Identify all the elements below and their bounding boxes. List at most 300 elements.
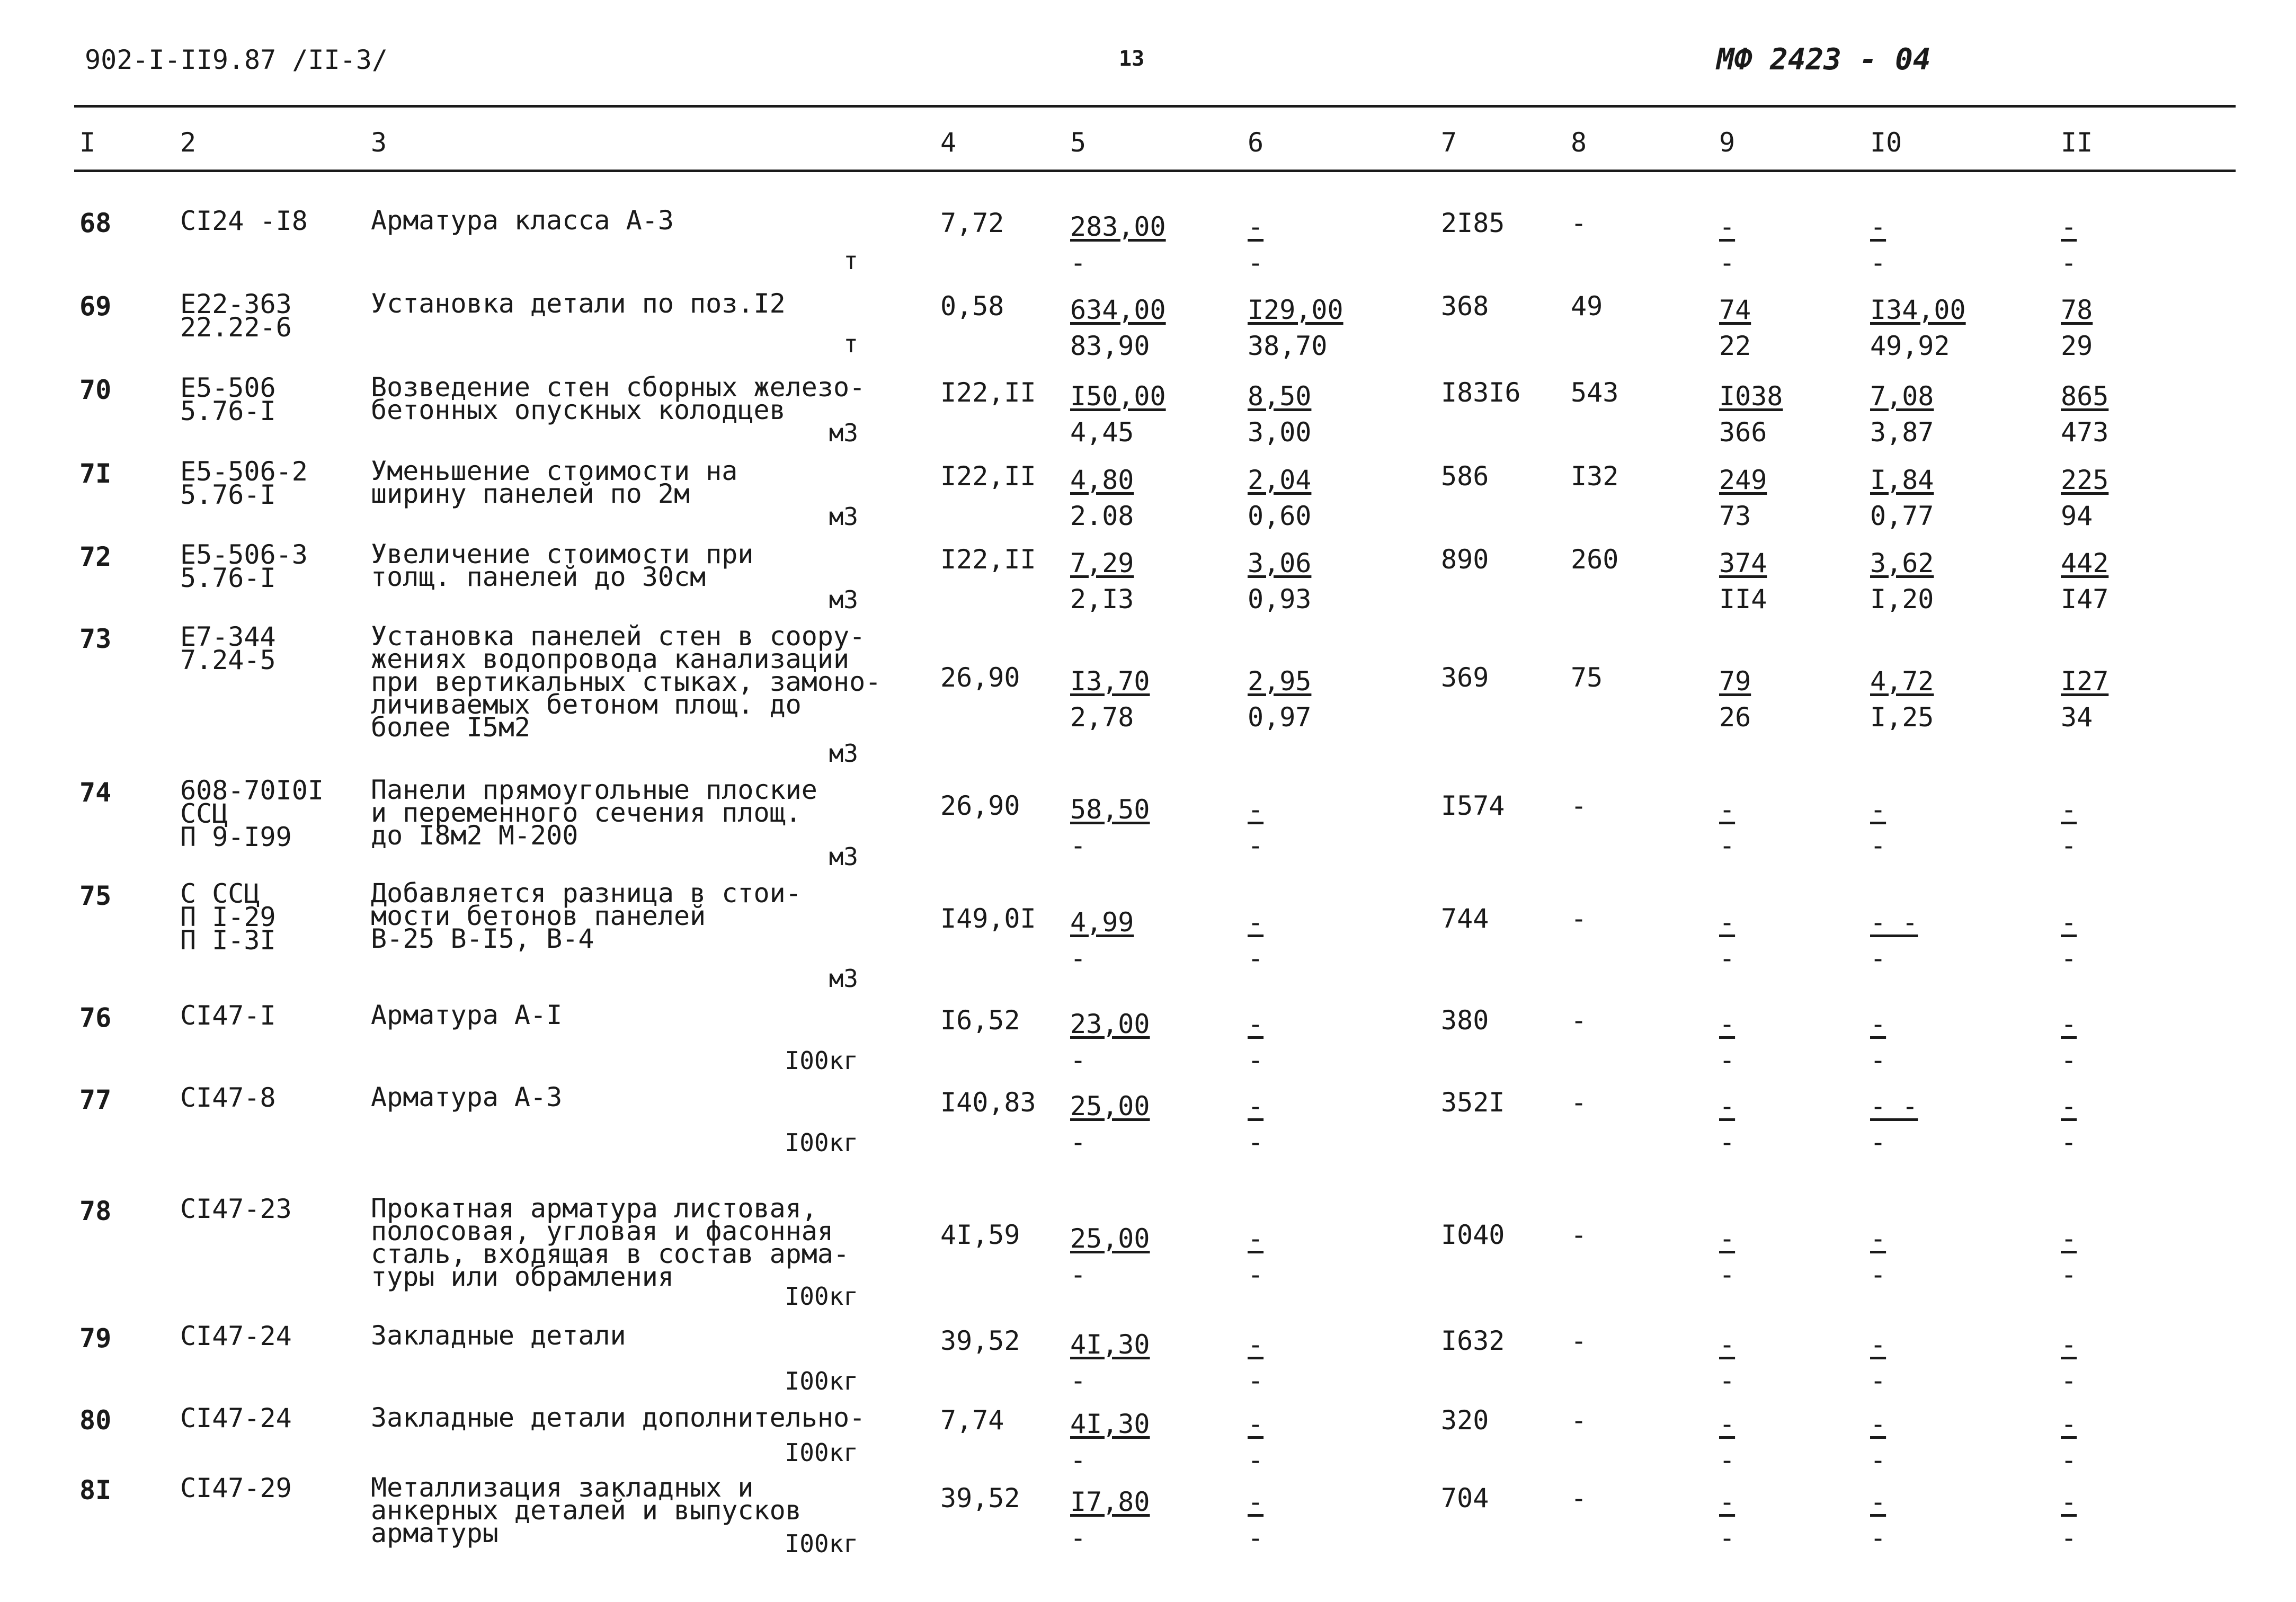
labor-total-bottom: -	[2061, 1044, 2077, 1075]
price-code: CI47-I	[180, 1000, 276, 1031]
machine-total-bottom: -	[1719, 830, 1736, 861]
unit-of-measure: м3	[829, 739, 858, 768]
price-code: CI47-24	[180, 1321, 292, 1351]
wages-total: 75	[1571, 662, 1603, 693]
row-number: 74	[79, 777, 112, 808]
unit-of-measure: I00кг	[785, 1438, 858, 1467]
unit-of-measure: м3	[829, 585, 858, 614]
labor-total-bottom: 94	[2061, 500, 2093, 531]
total-cost: 704	[1441, 1483, 1489, 1514]
machine-total-bottom: -	[1719, 1522, 1736, 1553]
quantity: 39,52	[940, 1483, 1020, 1514]
quantity: 7,72	[940, 208, 1004, 238]
total-cost: I83I6	[1441, 377, 1521, 408]
wages-total: -	[1571, 1405, 1587, 1436]
handwritten-reference: МФ 2423 - 04	[1716, 42, 1931, 77]
unit-wage	[1248, 546, 1311, 617]
unit-of-measure: т	[843, 246, 858, 275]
wages-total: -	[1571, 1005, 1587, 1036]
unit-wage-bottom: -	[1248, 247, 1264, 278]
column-header-9: 9	[1719, 127, 1736, 158]
labor-total-bottom: -	[2061, 1126, 2077, 1158]
labor-total-top: -	[2061, 1329, 2077, 1360]
unit-of-measure: I00кг	[785, 1046, 858, 1075]
wages-total: 49	[1571, 291, 1603, 322]
labor-per-unit	[1870, 1327, 1886, 1399]
labor-per-unit	[1870, 1407, 1886, 1478]
unit-cost-bottom: -	[1070, 1126, 1087, 1158]
unit-wage-top: -	[1248, 211, 1264, 242]
unit-wage	[1248, 792, 1263, 864]
unit-cost-top: 4,80	[1070, 465, 1134, 495]
labor-total-top: 865	[2061, 381, 2109, 412]
row-number: 75	[79, 880, 112, 911]
labor-per-unit-top: -	[1870, 211, 1886, 242]
column-header-2: 2	[180, 127, 197, 158]
machine-total-bottom: -	[1719, 247, 1736, 278]
column-header-4: 4	[940, 127, 957, 158]
labor-per-unit-bottom: 0,77	[1870, 500, 1934, 531]
machine-total	[1719, 1221, 1735, 1293]
labor-total-bottom: 29	[2061, 330, 2093, 361]
labor-total-bottom: -	[2061, 247, 2077, 278]
unit-cost	[1070, 546, 1134, 617]
machine-total-bottom: 26	[1719, 701, 1751, 733]
unit-wage-top: -	[1248, 1329, 1264, 1360]
labor-total-bottom: 473	[2061, 416, 2109, 448]
unit-cost	[1070, 1089, 1150, 1160]
total-cost: I040	[1441, 1220, 1505, 1250]
work-description: Увеличение стоимости при толщ. панелей до 30см	[371, 539, 754, 592]
price-code: C ССЦ П I-29 П I-3I	[180, 878, 276, 956]
work-description: Установка панелей стен в соору- жениях водопровода канализации при вертикальных стыках, замоно- личиваемых бетоном площ. до более I5м2	[371, 621, 882, 743]
machine-total-top: -	[1719, 1009, 1736, 1039]
labor-total-bottom: I47	[2061, 583, 2109, 615]
unit-wage	[1248, 905, 1263, 976]
column-header-10: I0	[1870, 127, 1902, 158]
unit-wage-top: -	[1248, 1223, 1264, 1254]
labor-per-unit-top: -	[1870, 1009, 1886, 1039]
labor-total	[2061, 905, 2077, 976]
unit-wage	[1248, 1407, 1263, 1478]
machine-total-top: -	[1719, 1409, 1736, 1439]
labor-total	[2061, 1007, 2077, 1078]
table-row	[0, 372, 2296, 456]
machine-total	[1719, 664, 1751, 735]
labor-per-unit-top: I,84	[1870, 465, 1934, 495]
labor-per-unit	[1870, 292, 1966, 364]
table-row	[0, 539, 2296, 622]
work-description: Прокатная арматура листовая, полосовая, угловая и фасонная сталь, входящая в состав арма- туры или обрамления	[371, 1193, 850, 1292]
labor-total	[2061, 379, 2108, 450]
labor-per-unit-top: -	[1870, 1329, 1886, 1360]
unit-wage-bottom: 0,93	[1248, 583, 1312, 615]
unit-cost-top: 23,00	[1070, 1009, 1150, 1039]
row-number: 69	[79, 291, 112, 322]
table-row	[0, 1320, 2296, 1404]
table-row	[0, 1193, 2296, 1319]
quantity: I22,II	[940, 377, 1036, 408]
unit-wage-bottom: 0,60	[1248, 500, 1312, 531]
unit-wage-top: 8,50	[1248, 381, 1312, 412]
labor-per-unit-top: -	[1870, 1487, 1886, 1517]
table-header-rule	[74, 170, 2236, 172]
unit-of-measure: I00кг	[785, 1529, 858, 1558]
row-number: 7I	[79, 458, 112, 489]
labor-per-unit-top: - -	[1870, 1091, 1918, 1122]
price-code: E5-506 5.76-I	[180, 372, 276, 426]
unit-wage-top: I29,00	[1248, 295, 1343, 325]
quantity: I6,52	[940, 1005, 1020, 1036]
labor-per-unit	[1870, 664, 1934, 735]
machine-total-bottom: 22	[1719, 330, 1751, 361]
labor-per-unit-top: -	[1870, 794, 1886, 825]
labor-total-bottom: -	[2061, 1259, 2077, 1290]
unit-wage	[1248, 664, 1311, 735]
labor-total-top: 225	[2061, 465, 2109, 495]
unit-wage-top: -	[1248, 907, 1264, 938]
unit-cost-bottom: -	[1070, 1522, 1087, 1553]
labor-total	[2061, 1221, 2077, 1293]
quantity: 26,90	[940, 662, 1020, 693]
machine-total	[1719, 462, 1767, 534]
unit-cost-bottom: -	[1070, 1259, 1087, 1290]
labor-per-unit	[1870, 546, 1934, 617]
unit-of-measure: м3	[829, 502, 858, 531]
price-code: CI24 -I8	[180, 206, 308, 236]
quantity: I40,83	[940, 1087, 1036, 1118]
unit-wage-bottom: 0,97	[1248, 701, 1312, 733]
machine-total-bottom: -	[1719, 942, 1736, 974]
total-cost: I632	[1441, 1325, 1505, 1356]
row-number: 73	[79, 624, 112, 654]
price-code: E7-344 7.24-5	[180, 621, 276, 675]
unit-cost-top: 4,99	[1070, 907, 1134, 938]
price-code: CI47-23	[180, 1194, 292, 1224]
wages-total: -	[1571, 1325, 1587, 1356]
unit-cost-bottom: 2.08	[1070, 500, 1134, 531]
unit-wage-bottom: -	[1248, 1522, 1264, 1553]
labor-per-unit	[1870, 209, 1886, 281]
labor-total-top: -	[2061, 1409, 2077, 1439]
row-number: 68	[79, 208, 112, 238]
unit-wage	[1248, 1007, 1263, 1078]
unit-cost-bottom: -	[1070, 1444, 1087, 1475]
labor-per-unit	[1870, 1484, 1886, 1556]
unit-wage	[1248, 379, 1311, 450]
labor-per-unit-bottom: -	[1870, 1444, 1886, 1475]
unit-of-measure: I00кг	[785, 1128, 858, 1157]
labor-per-unit-bottom: -	[1870, 942, 1886, 974]
row-number: 8I	[79, 1475, 112, 1506]
labor-per-unit-bottom: -	[1870, 1126, 1886, 1158]
price-code: E22-363 22.22-6	[180, 289, 292, 343]
machine-total-top: -	[1719, 907, 1736, 938]
labor-total	[2061, 1327, 2077, 1399]
unit-cost-top: I50,00	[1070, 381, 1166, 412]
wages-total: -	[1571, 208, 1587, 238]
unit-cost-bottom: -	[1070, 247, 1087, 278]
work-description: Закладные детали	[371, 1320, 626, 1351]
total-cost: 890	[1441, 544, 1489, 575]
unit-of-measure: м3	[829, 842, 858, 871]
unit-wage	[1248, 1327, 1263, 1399]
machine-total-bottom: II4	[1719, 583, 1767, 615]
machine-total	[1719, 379, 1783, 450]
machine-total	[1719, 546, 1767, 617]
labor-total-bottom: -	[2061, 1365, 2077, 1396]
wages-total: -	[1571, 1087, 1587, 1118]
unit-cost-bottom: 83,90	[1070, 330, 1150, 361]
unit-cost	[1070, 792, 1150, 864]
price-code: CI47-24	[180, 1403, 292, 1434]
labor-per-unit-top: -	[1870, 1409, 1886, 1439]
column-header-11: II	[2061, 127, 2093, 158]
labor-total-top: 78	[2061, 295, 2093, 325]
labor-per-unit-top: I34,00	[1870, 295, 1966, 325]
unit-cost	[1070, 379, 1166, 450]
unit-wage	[1248, 462, 1311, 534]
machine-total-top: I038	[1719, 381, 1783, 412]
unit-wage-top: -	[1248, 1487, 1264, 1517]
unit-of-measure: м3	[829, 419, 858, 447]
unit-wage-bottom: -	[1248, 1444, 1264, 1475]
unit-wage	[1248, 209, 1263, 281]
quantity: 7,74	[940, 1405, 1004, 1436]
unit-wage	[1248, 292, 1343, 364]
labor-total	[2061, 209, 2077, 281]
unit-cost	[1070, 292, 1166, 364]
machine-total-bottom: -	[1719, 1126, 1736, 1158]
labor-total-top: -	[2061, 907, 2077, 938]
labor-per-unit-bottom: -	[1870, 247, 1886, 278]
quantity: I22,II	[940, 461, 1036, 492]
machine-total	[1719, 1407, 1735, 1478]
labor-per-unit-top: - -	[1870, 907, 1918, 938]
labor-total-top: -	[2061, 1487, 2077, 1517]
labor-total-bottom: 34	[2061, 701, 2093, 733]
unit-of-measure: I00кг	[785, 1367, 858, 1395]
document-code: 902-I-II9.87 /II-3/	[85, 44, 388, 75]
column-header-5: 5	[1070, 127, 1087, 158]
quantity: 0,58	[940, 291, 1004, 322]
total-cost: I574	[1441, 790, 1505, 821]
machine-total	[1719, 1089, 1735, 1160]
labor-total-top: -	[2061, 1223, 2077, 1254]
machine-total	[1719, 1484, 1735, 1556]
unit-wage-top: 2,95	[1248, 666, 1312, 697]
unit-wage-top: -	[1248, 1091, 1264, 1122]
table-row	[0, 288, 2296, 367]
total-cost: 369	[1441, 662, 1489, 693]
work-description: Арматура А-3	[371, 1082, 563, 1112]
unit-cost	[1070, 905, 1134, 976]
labor-per-unit	[1870, 905, 1918, 976]
table-row	[0, 775, 2296, 879]
labor-per-unit-top: 7,08	[1870, 381, 1934, 412]
wages-total: I32	[1571, 461, 1619, 492]
quantity: 4I,59	[940, 1220, 1020, 1250]
labor-total	[2061, 292, 2093, 364]
labor-total	[2061, 664, 2108, 735]
table-row	[0, 621, 2296, 776]
unit-cost	[1070, 1407, 1150, 1478]
labor-per-unit-top: 4,72	[1870, 666, 1934, 697]
unit-wage-bottom: -	[1248, 942, 1264, 974]
table-row	[0, 1082, 2296, 1165]
machine-total-top: 74	[1719, 295, 1751, 325]
labor-total	[2061, 792, 2077, 864]
unit-wage-top: 3,06	[1248, 548, 1312, 578]
machine-total-top: 374	[1719, 548, 1767, 578]
unit-wage	[1248, 1221, 1263, 1293]
total-cost: 368	[1441, 291, 1489, 322]
wages-total: -	[1571, 1483, 1587, 1514]
labor-per-unit	[1870, 462, 1934, 534]
work-description: Панели прямоугольные плоские и переменного сечения площ. до I8м2 М-200	[371, 775, 817, 851]
unit-cost-bottom: 2,78	[1070, 701, 1134, 733]
row-number: 78	[79, 1196, 112, 1226]
unit-wage-top: 2,04	[1248, 465, 1312, 495]
unit-cost	[1070, 1221, 1150, 1293]
labor-per-unit-bottom: -	[1870, 1259, 1886, 1290]
table-row	[0, 878, 2296, 1001]
unit-cost-bottom: -	[1070, 830, 1087, 861]
total-cost: 744	[1441, 903, 1489, 934]
machine-total-top: -	[1719, 1091, 1736, 1122]
wages-total: -	[1571, 903, 1587, 934]
machine-total-top: 249	[1719, 465, 1767, 495]
table-row	[0, 205, 2296, 283]
unit-wage-bottom: -	[1248, 1044, 1264, 1075]
labor-total-top: -	[2061, 794, 2077, 825]
unit-cost-top: 283,00	[1070, 211, 1166, 242]
unit-cost-bottom: -	[1070, 1365, 1087, 1396]
labor-total-top: 442	[2061, 548, 2109, 578]
row-number: 72	[79, 541, 112, 572]
price-code: 608-70I0I ССЦ П 9-I99	[180, 775, 324, 852]
unit-wage-top: -	[1248, 794, 1264, 825]
total-cost: 2I85	[1441, 208, 1505, 238]
unit-cost-bottom: 2,I3	[1070, 583, 1134, 615]
labor-total	[2061, 546, 2108, 617]
column-header-8: 8	[1571, 127, 1587, 158]
price-code: E5-506-2 5.76-I	[180, 456, 308, 510]
column-header-1: I	[79, 127, 96, 158]
table-row	[0, 456, 2296, 539]
unit-of-measure: I00кг	[785, 1282, 858, 1311]
wages-total: 260	[1571, 544, 1619, 575]
work-description: Возведение стен сборных железо- бетонных опускных колодцев	[371, 372, 866, 425]
unit-wage	[1248, 1484, 1263, 1556]
page-number: 13	[1119, 47, 1145, 71]
machine-total	[1719, 1007, 1735, 1078]
wages-total: -	[1571, 1220, 1587, 1250]
unit-cost-top: I7,80	[1070, 1487, 1150, 1517]
labor-per-unit	[1870, 379, 1934, 450]
machine-total-bottom: 73	[1719, 500, 1751, 531]
machine-total-top: -	[1719, 1223, 1736, 1254]
labor-per-unit-bottom: -	[1870, 1522, 1886, 1553]
labor-total-bottom: -	[2061, 1522, 2077, 1553]
machine-total	[1719, 292, 1751, 364]
price-code: CI47-29	[180, 1473, 292, 1503]
labor-total-top: -	[2061, 211, 2077, 242]
machine-total-top: -	[1719, 1487, 1736, 1517]
machine-total-bottom: 366	[1719, 416, 1767, 448]
unit-cost-top: 7,29	[1070, 548, 1134, 578]
unit-cost-top: 634,00	[1070, 295, 1166, 325]
unit-cost-bottom: 4,45	[1070, 416, 1134, 448]
work-description: Арматура класса А-3	[371, 205, 674, 236]
labor-per-unit-bottom: -	[1870, 830, 1886, 861]
unit-wage-top: -	[1248, 1009, 1264, 1039]
quantity: 26,90	[940, 790, 1020, 821]
machine-total-top: -	[1719, 211, 1736, 242]
column-header-3: 3	[371, 127, 387, 158]
unit-wage-bottom: -	[1248, 1259, 1264, 1290]
machine-total-bottom: -	[1719, 1044, 1736, 1075]
total-cost: 380	[1441, 1005, 1489, 1036]
unit-wage-top: -	[1248, 1409, 1264, 1439]
price-code: CI47-8	[180, 1082, 276, 1113]
row-number: 76	[79, 1002, 112, 1033]
work-description: Закладные детали дополнительно-	[371, 1402, 866, 1433]
machine-total-bottom: -	[1719, 1259, 1736, 1290]
work-description: Уменьшение стоимости на ширину панелей по 2м	[371, 456, 738, 509]
machine-total	[1719, 792, 1735, 864]
labor-total-bottom: -	[2061, 1444, 2077, 1475]
labor-per-unit-bottom: I,20	[1870, 583, 1934, 615]
unit-cost	[1070, 209, 1166, 281]
labor-per-unit-bottom: 3,87	[1870, 416, 1934, 448]
work-description: Добавляется разница в стои- мости бетонов панелей В-25 В-I5, В-4	[371, 878, 802, 954]
labor-total-top: I27	[2061, 666, 2109, 697]
table-row	[0, 1000, 2296, 1083]
machine-total-top: -	[1719, 794, 1736, 825]
labor-per-unit	[1870, 1089, 1918, 1160]
unit-cost-bottom: -	[1070, 1044, 1087, 1075]
quantity: I49,0I	[940, 903, 1036, 934]
unit-wage-bottom: 38,70	[1248, 330, 1328, 361]
unit-cost	[1070, 1327, 1150, 1399]
unit-cost-top: I3,70	[1070, 666, 1150, 697]
table-top-rule	[74, 105, 2236, 108]
total-cost: 352I	[1441, 1087, 1505, 1118]
table-row	[0, 1472, 2296, 1567]
labor-per-unit	[1870, 1221, 1886, 1293]
labor-per-unit-bottom: -	[1870, 1044, 1886, 1075]
unit-cost-top: 4I,30	[1070, 1409, 1150, 1439]
unit-wage	[1248, 1089, 1263, 1160]
unit-cost	[1070, 664, 1150, 735]
labor-total	[2061, 1089, 2077, 1160]
work-description: Установка детали по поз.I2	[371, 288, 786, 319]
wages-total: -	[1571, 790, 1587, 821]
work-description: Арматура А-I	[371, 1000, 563, 1030]
unit-wage-bottom: -	[1248, 1365, 1264, 1396]
labor-total	[2061, 1484, 2077, 1556]
labor-total	[2061, 462, 2108, 534]
labor-per-unit-top: 3,62	[1870, 548, 1934, 578]
unit-wage-bottom: 3,00	[1248, 416, 1312, 448]
unit-cost-top: 4I,30	[1070, 1329, 1150, 1360]
labor-total-bottom: -	[2061, 830, 2077, 861]
unit-cost-top: 58,50	[1070, 794, 1150, 825]
labor-total-top: -	[2061, 1091, 2077, 1122]
quantity: 39,52	[940, 1325, 1020, 1356]
unit-of-measure: т	[843, 330, 858, 358]
